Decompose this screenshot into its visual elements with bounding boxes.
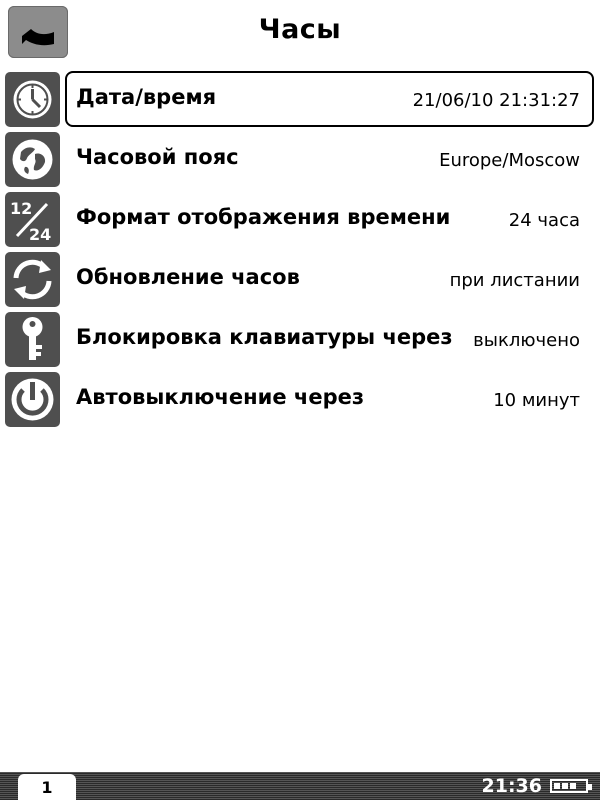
settings-item-clock-update[interactable] bbox=[0, 250, 600, 310]
settings-item-auto-power-off[interactable] bbox=[0, 370, 600, 430]
settings-item-value: при листании bbox=[449, 270, 580, 291]
status-bar bbox=[0, 772, 600, 800]
page-title: Часы bbox=[258, 14, 342, 45]
settings-item-value: 24 часа bbox=[508, 210, 580, 231]
refresh-icon bbox=[5, 252, 60, 307]
settings-item-timezone[interactable] bbox=[0, 130, 600, 190]
settings-item-value: 21/06/10 21:31:27 bbox=[412, 90, 580, 111]
globe-icon bbox=[5, 132, 60, 187]
settings-item-time-format[interactable] bbox=[0, 190, 600, 250]
time-format-icon bbox=[5, 192, 60, 247]
page-number-tab[interactable]: 1 bbox=[18, 774, 76, 800]
key-icon bbox=[5, 312, 60, 367]
settings-item-date-time[interactable] bbox=[0, 70, 600, 130]
battery-icon bbox=[550, 779, 588, 793]
settings-item-label: Дата/время bbox=[76, 85, 217, 109]
settings-item-label: Обновление часов bbox=[76, 265, 300, 289]
status-clock: 21:36 bbox=[481, 775, 542, 797]
settings-item-value: 10 минут bbox=[493, 390, 580, 411]
settings-list bbox=[0, 70, 600, 430]
power-icon bbox=[5, 372, 60, 427]
time-format-icon-bottom: 24 bbox=[29, 225, 52, 244]
clock-icon bbox=[5, 72, 60, 127]
settings-item-label: Часовой пояс bbox=[76, 145, 239, 169]
settings-item-label: Формат отображения времени bbox=[76, 205, 451, 229]
settings-item-label: Блокировка клавиатуры через bbox=[76, 325, 453, 349]
settings-item-value: Europe/Moscow bbox=[439, 150, 580, 171]
settings-item-label: Автовыключение через bbox=[76, 385, 365, 409]
settings-item-value: выключено bbox=[473, 330, 580, 351]
time-format-icon-top: 12 bbox=[10, 199, 33, 218]
settings-item-keyboard-lock[interactable] bbox=[0, 310, 600, 370]
